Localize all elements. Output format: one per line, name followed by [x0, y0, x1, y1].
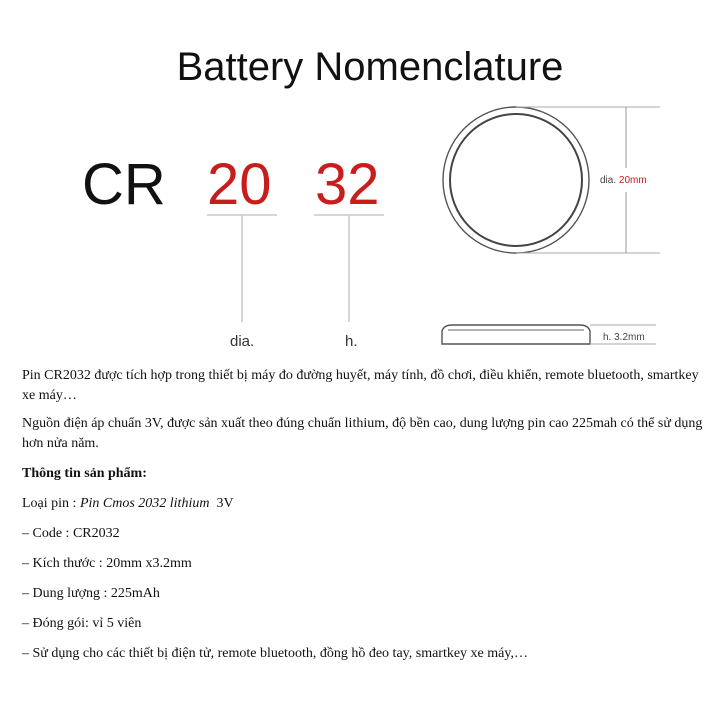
coin-cell-inner-rim [450, 114, 582, 246]
height-dimension: h. 3.2mm [603, 332, 645, 343]
spec-packaging: – Đóng gói: vỉ 5 viên [22, 616, 142, 631]
spec-type-suffix: 3V [209, 496, 234, 511]
spec-battery-type [22, 494, 712, 514]
code-chemistry: CR [82, 152, 166, 217]
code-diameter: 20 [207, 152, 272, 217]
spec-capacity: – Dung lượng : 225mAh [22, 586, 160, 601]
code-height: 32 [315, 152, 380, 217]
diameter-dimension-prefix: dia. [600, 175, 619, 186]
coin-cell-side-view [442, 325, 590, 344]
height-label: h. [345, 333, 358, 350]
diameter-dimension [600, 175, 647, 186]
spec-type-label: Loại pin : [22, 496, 80, 511]
description-paragraph-1: Pin CR2032 được tích hợp trong thiết bị máy đo đường huyết, máy tính, đồ chơi, điều khiển, remote bluetooth, smartkey xe máy… [22, 368, 699, 403]
spec-type-value: Pin Cmos 2032 lithium [79, 496, 210, 511]
product-info-heading: Thông tin sản phẩm: [22, 466, 147, 481]
diameter-dimension-value: 20mm [618, 175, 647, 186]
description-paragraph-2: Nguồn điện áp chuẩn 3V, được sản xuất theo đúng chuẩn lithium, độ bền cao, dung lượng pin cao 225mah có thể sử dụng hơn nửa năm. [22, 416, 703, 451]
spec-code: – Code : CR2032 [22, 526, 120, 541]
product-description [22, 366, 712, 674]
spec-size: – Kích thước : 20mm x3.2mm [22, 556, 192, 571]
diameter-label: dia. [230, 333, 255, 350]
spec-usage: – Sử dụng cho các thiết bị điện tử, remote bluetooth, đồng hồ đeo tay, smartkey xe máy,… [22, 646, 528, 661]
diagram-title: Battery Nomenclature [176, 45, 564, 89]
